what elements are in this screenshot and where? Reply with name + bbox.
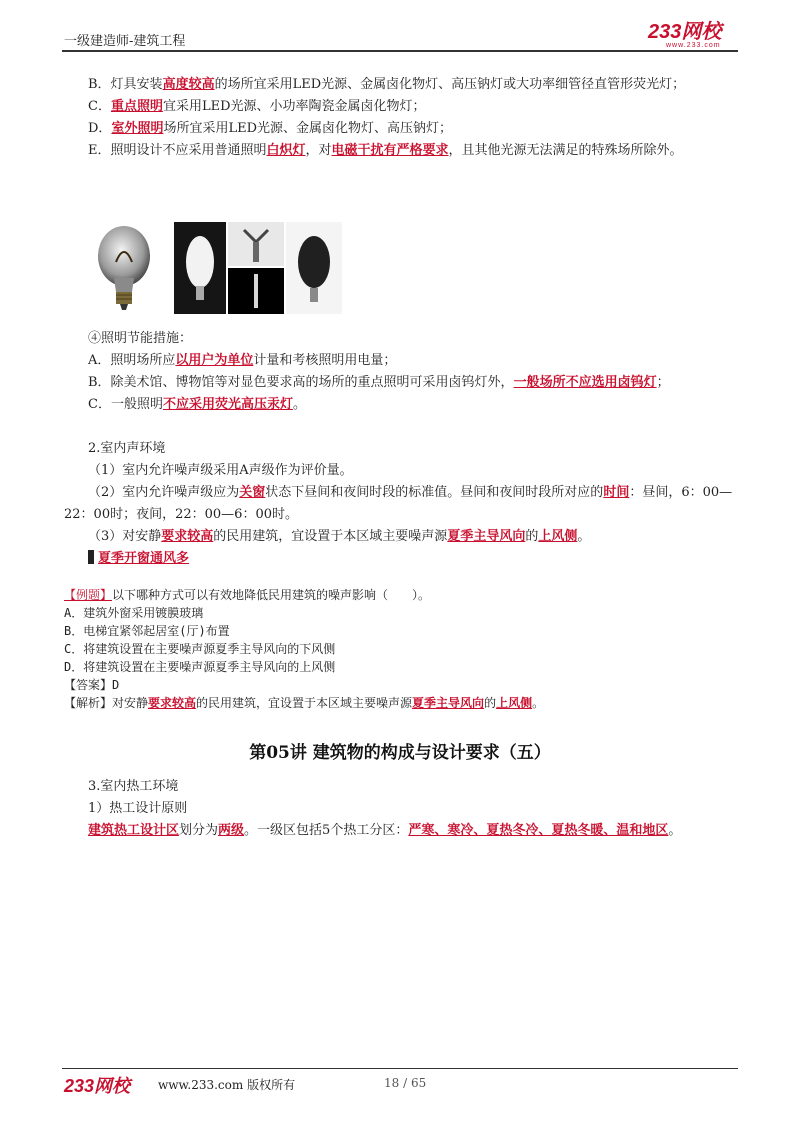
example-question-block <box>64 586 740 712</box>
footer-divider <box>62 1068 738 1069</box>
text: ：昼间，6：00—22：00时；夜间，22：00—6：00时。 <box>64 485 733 522</box>
highlight: 白炽灯 <box>266 143 306 158</box>
footer-copyright: www.233.com 版权所有 <box>158 1078 296 1092</box>
example-label: 【例题】 <box>64 588 113 602</box>
text: B．除美术馆、博物馆等对显色要求高的场所的重点照明可采用卤钨灯外， <box>88 375 514 390</box>
text: 场所宜采用LED光源、金属卤化物灯、高压钠灯； <box>163 121 452 136</box>
text: A．照明场所应 <box>88 353 176 368</box>
energy-saving-section <box>64 328 740 416</box>
option-d: D．将建筑设置在主要噪声源夏季主导风向的上风侧 <box>64 660 336 674</box>
sound-heading: 2.室内声环境 <box>88 441 166 456</box>
highlight: 上风侧 <box>496 696 533 710</box>
brand-logo <box>648 22 721 49</box>
text: 宜采用LED光源、小功率陶瓷金属卤化物灯； <box>162 99 426 114</box>
lecture-title: 第05讲 建筑物的构成与设计要求（五） <box>249 743 551 763</box>
thermal-subheading: 1）热工设计原则 <box>88 801 188 816</box>
text: 。 <box>577 529 591 544</box>
text: 。一级区包括5个热工分区： <box>244 823 409 838</box>
text: 。 <box>292 397 306 412</box>
text: ，对 <box>305 143 332 158</box>
highlight: 关窗 <box>239 485 266 500</box>
text: C．一般照明 <box>88 397 163 412</box>
question-text: 以下哪种方式可以有效地降低民用建筑的噪声影响（ ）。 <box>112 588 431 602</box>
sound-p2 <box>64 482 740 526</box>
text: 。 <box>668 823 682 838</box>
energy-b <box>64 372 740 394</box>
text: 状态下昼间和夜间时段的标准值。昼间和夜间时段所对应的 <box>265 485 604 500</box>
document-header-title: 一级建造师-建筑工程 <box>64 34 186 49</box>
energy-a <box>64 350 740 372</box>
highlight: 电磁干扰有严格要求 <box>331 143 449 158</box>
text: （3）对安静 <box>88 529 162 544</box>
lighting-options <box>64 74 740 162</box>
text: 计量和考核照明用电量； <box>253 353 397 368</box>
text: E．照明设计不应采用普通照明 <box>88 143 267 158</box>
sound-p3 <box>64 526 740 548</box>
highlight: 严寒、寒冷、夏热冬冷、夏热冬暖、温和地区 <box>408 823 669 838</box>
incandescent-bulb-photo <box>84 222 164 314</box>
text: 。 <box>532 696 545 710</box>
highlight: 高度较高 <box>162 77 215 92</box>
option-d <box>64 118 740 140</box>
highlight: 以用户为单位 <box>175 353 254 368</box>
text: 的场所宜采用LED光源、金属卤化物灯、高压钠灯或大功率细管径直管形荧光灯； <box>214 77 686 92</box>
highlight: 重点照明 <box>110 99 163 114</box>
highlight: 上风侧 <box>538 529 578 544</box>
highlight: 室外照明 <box>111 121 164 136</box>
text: B．灯具安装 <box>88 77 163 92</box>
sound-p1: （1）室内允许噪声级采用A声级作为评价量。 <box>88 463 353 478</box>
example-question <box>64 586 740 604</box>
text: 的民用建筑，宜设置于本区域主要噪声源 <box>213 529 448 544</box>
text: 的民用建筑，宜设置于本区域主要噪声源 <box>196 696 413 710</box>
summer-ventilation-note <box>64 548 740 570</box>
highlight: 不应采用荧光高压汞灯 <box>162 397 293 412</box>
option-c: C．将建筑设置在主要噪声源夏季主导风向的下风侧 <box>64 642 336 656</box>
footer-logo: 233网校 <box>64 1076 131 1096</box>
sound-section <box>64 438 740 570</box>
text: 【解析】对安静 <box>64 696 149 710</box>
text: ； <box>656 375 670 390</box>
text: D． <box>88 121 112 136</box>
text: 的 <box>484 696 497 710</box>
option-a: A．建筑外窗采用镀膜玻璃 <box>64 606 204 620</box>
option-e <box>64 140 740 162</box>
highlight: 夏季主导风向 <box>447 529 526 544</box>
thermal-heading: 3.室内热工环境 <box>88 779 179 794</box>
analysis <box>64 694 740 712</box>
energy-c <box>64 394 740 416</box>
highlight: 时间 <box>603 485 630 500</box>
hid-lamps-photo <box>174 222 342 314</box>
highlight: 两级 <box>218 823 245 838</box>
text: C． <box>88 99 111 114</box>
note-text: 夏季开窗通风多 <box>98 551 190 566</box>
option-b: B．电梯宜紧邻起居室(厅)布置 <box>64 624 230 638</box>
text: （2）室内允许噪声级应为 <box>88 485 240 500</box>
logo-url: www.233.com <box>666 42 721 49</box>
marker-bar-icon <box>88 550 94 564</box>
highlight: 建筑热工设计区 <box>88 823 180 838</box>
answer: 【答案】D <box>64 678 120 692</box>
highlight: 要求较高 <box>148 696 197 710</box>
option-c <box>64 96 740 118</box>
thermal-section <box>64 776 740 842</box>
logo-text: 233网校 <box>648 21 722 43</box>
page-number: 18 / 65 <box>384 1076 427 1090</box>
text: 的 <box>525 529 539 544</box>
header-divider <box>62 50 738 52</box>
energy-heading: ④照明节能措施： <box>88 331 193 346</box>
option-b <box>64 74 740 96</box>
text: 划分为 <box>179 823 219 838</box>
highlight: 要求较高 <box>161 529 214 544</box>
text: ，且其他光源无法满足的特殊场所除外。 <box>448 143 683 158</box>
highlight: 一般场所不应选用卤钨灯 <box>513 375 657 390</box>
highlight: 夏季主导风向 <box>412 696 485 710</box>
thermal-paragraph <box>64 820 740 842</box>
